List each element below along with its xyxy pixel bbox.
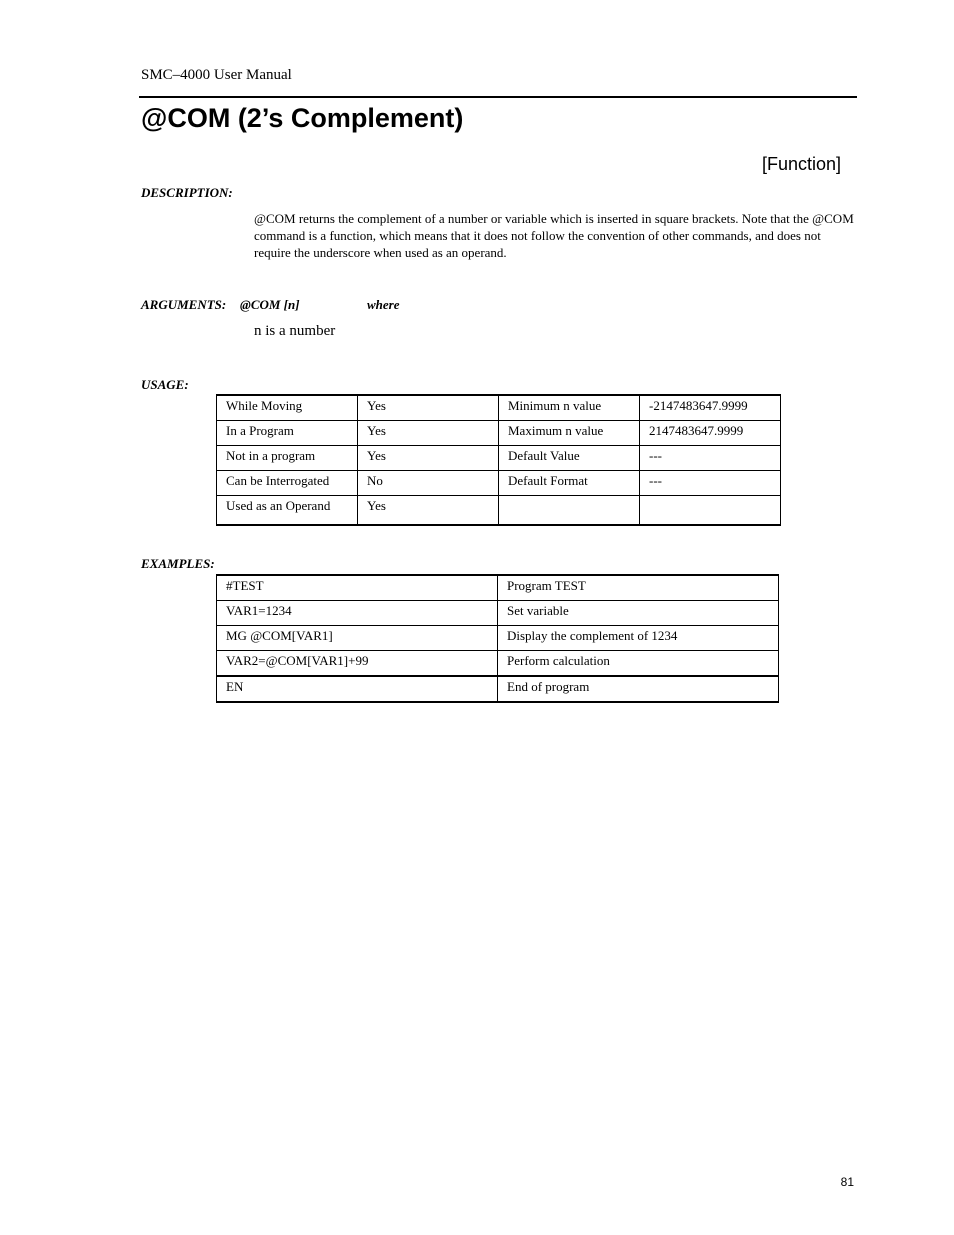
table-row (217, 421, 781, 446)
table-cell: VAR1=1234 (217, 601, 498, 626)
table-cell: #TEST (217, 575, 498, 601)
table-row (217, 395, 781, 421)
table-cell: Minimum n value (499, 395, 640, 421)
table-cell: -2147483647.9999 (640, 395, 781, 421)
table-cell: Default Format (499, 471, 640, 496)
command-type-tag: [Function] (761, 154, 841, 174)
table-cell: Can be Interrogated (217, 471, 358, 496)
table-cell: VAR2=@COM[VAR1]+99 (217, 651, 498, 677)
usage-table (216, 394, 781, 526)
table-cell: 2147483647.9999 (640, 421, 781, 446)
table-cell: --- (640, 446, 781, 471)
arguments-syntax: @COM [n] (240, 297, 300, 312)
table-cell: Program TEST (498, 575, 779, 601)
table-row (217, 496, 781, 526)
table-cell: MG @COM[VAR1] (217, 626, 498, 651)
usage-label: USAGE: (141, 377, 189, 392)
table-cell: EN (217, 676, 498, 702)
table-cell: --- (640, 471, 781, 496)
table-row (217, 601, 779, 626)
table-cell: No (358, 471, 499, 496)
table-cell: Used as an Operand (217, 496, 358, 526)
arguments-where: where (367, 297, 400, 312)
table-cell: Set variable (498, 601, 779, 626)
table-row (217, 446, 781, 471)
table-cell: In a Program (217, 421, 358, 446)
page-number: 81 (840, 1175, 854, 1189)
description-text: @COM returns the complement of a number or variable which is inserted in square brackets. Note that the @COM command is a function, which means that it does not follow the convention of other commands, and does not require the underscore when used as an operand. (254, 211, 854, 260)
table-cell (640, 496, 781, 526)
header-rule (139, 96, 857, 98)
arguments-label: ARGUMENTS: (141, 297, 227, 312)
table-cell: Not in a program (217, 446, 358, 471)
table-cell (499, 496, 640, 526)
table-row (217, 676, 779, 702)
table-row (217, 651, 779, 677)
examples-label: EXAMPLES: (141, 556, 215, 571)
table-cell: End of program (498, 676, 779, 702)
table-row (217, 575, 779, 601)
table-cell: Perform calculation (498, 651, 779, 677)
table-row (217, 471, 781, 496)
table-cell: Display the complement of 1234 (498, 626, 779, 651)
table-row (217, 626, 779, 651)
table-cell: Yes (358, 395, 499, 421)
argument-definition: n is a number (254, 323, 336, 339)
table-cell: While Moving (217, 395, 358, 421)
table-cell: Default Value (499, 446, 640, 471)
examples-table (216, 574, 779, 703)
table-cell: Yes (358, 496, 499, 526)
description-label: DESCRIPTION: (141, 185, 233, 200)
table-cell: Yes (358, 446, 499, 471)
table-cell: Maximum n value (499, 421, 640, 446)
table-cell: Yes (358, 421, 499, 446)
page-title: @COM (2’s Complement) (141, 103, 464, 133)
running-header: SMC–4000 User Manual (141, 67, 292, 83)
